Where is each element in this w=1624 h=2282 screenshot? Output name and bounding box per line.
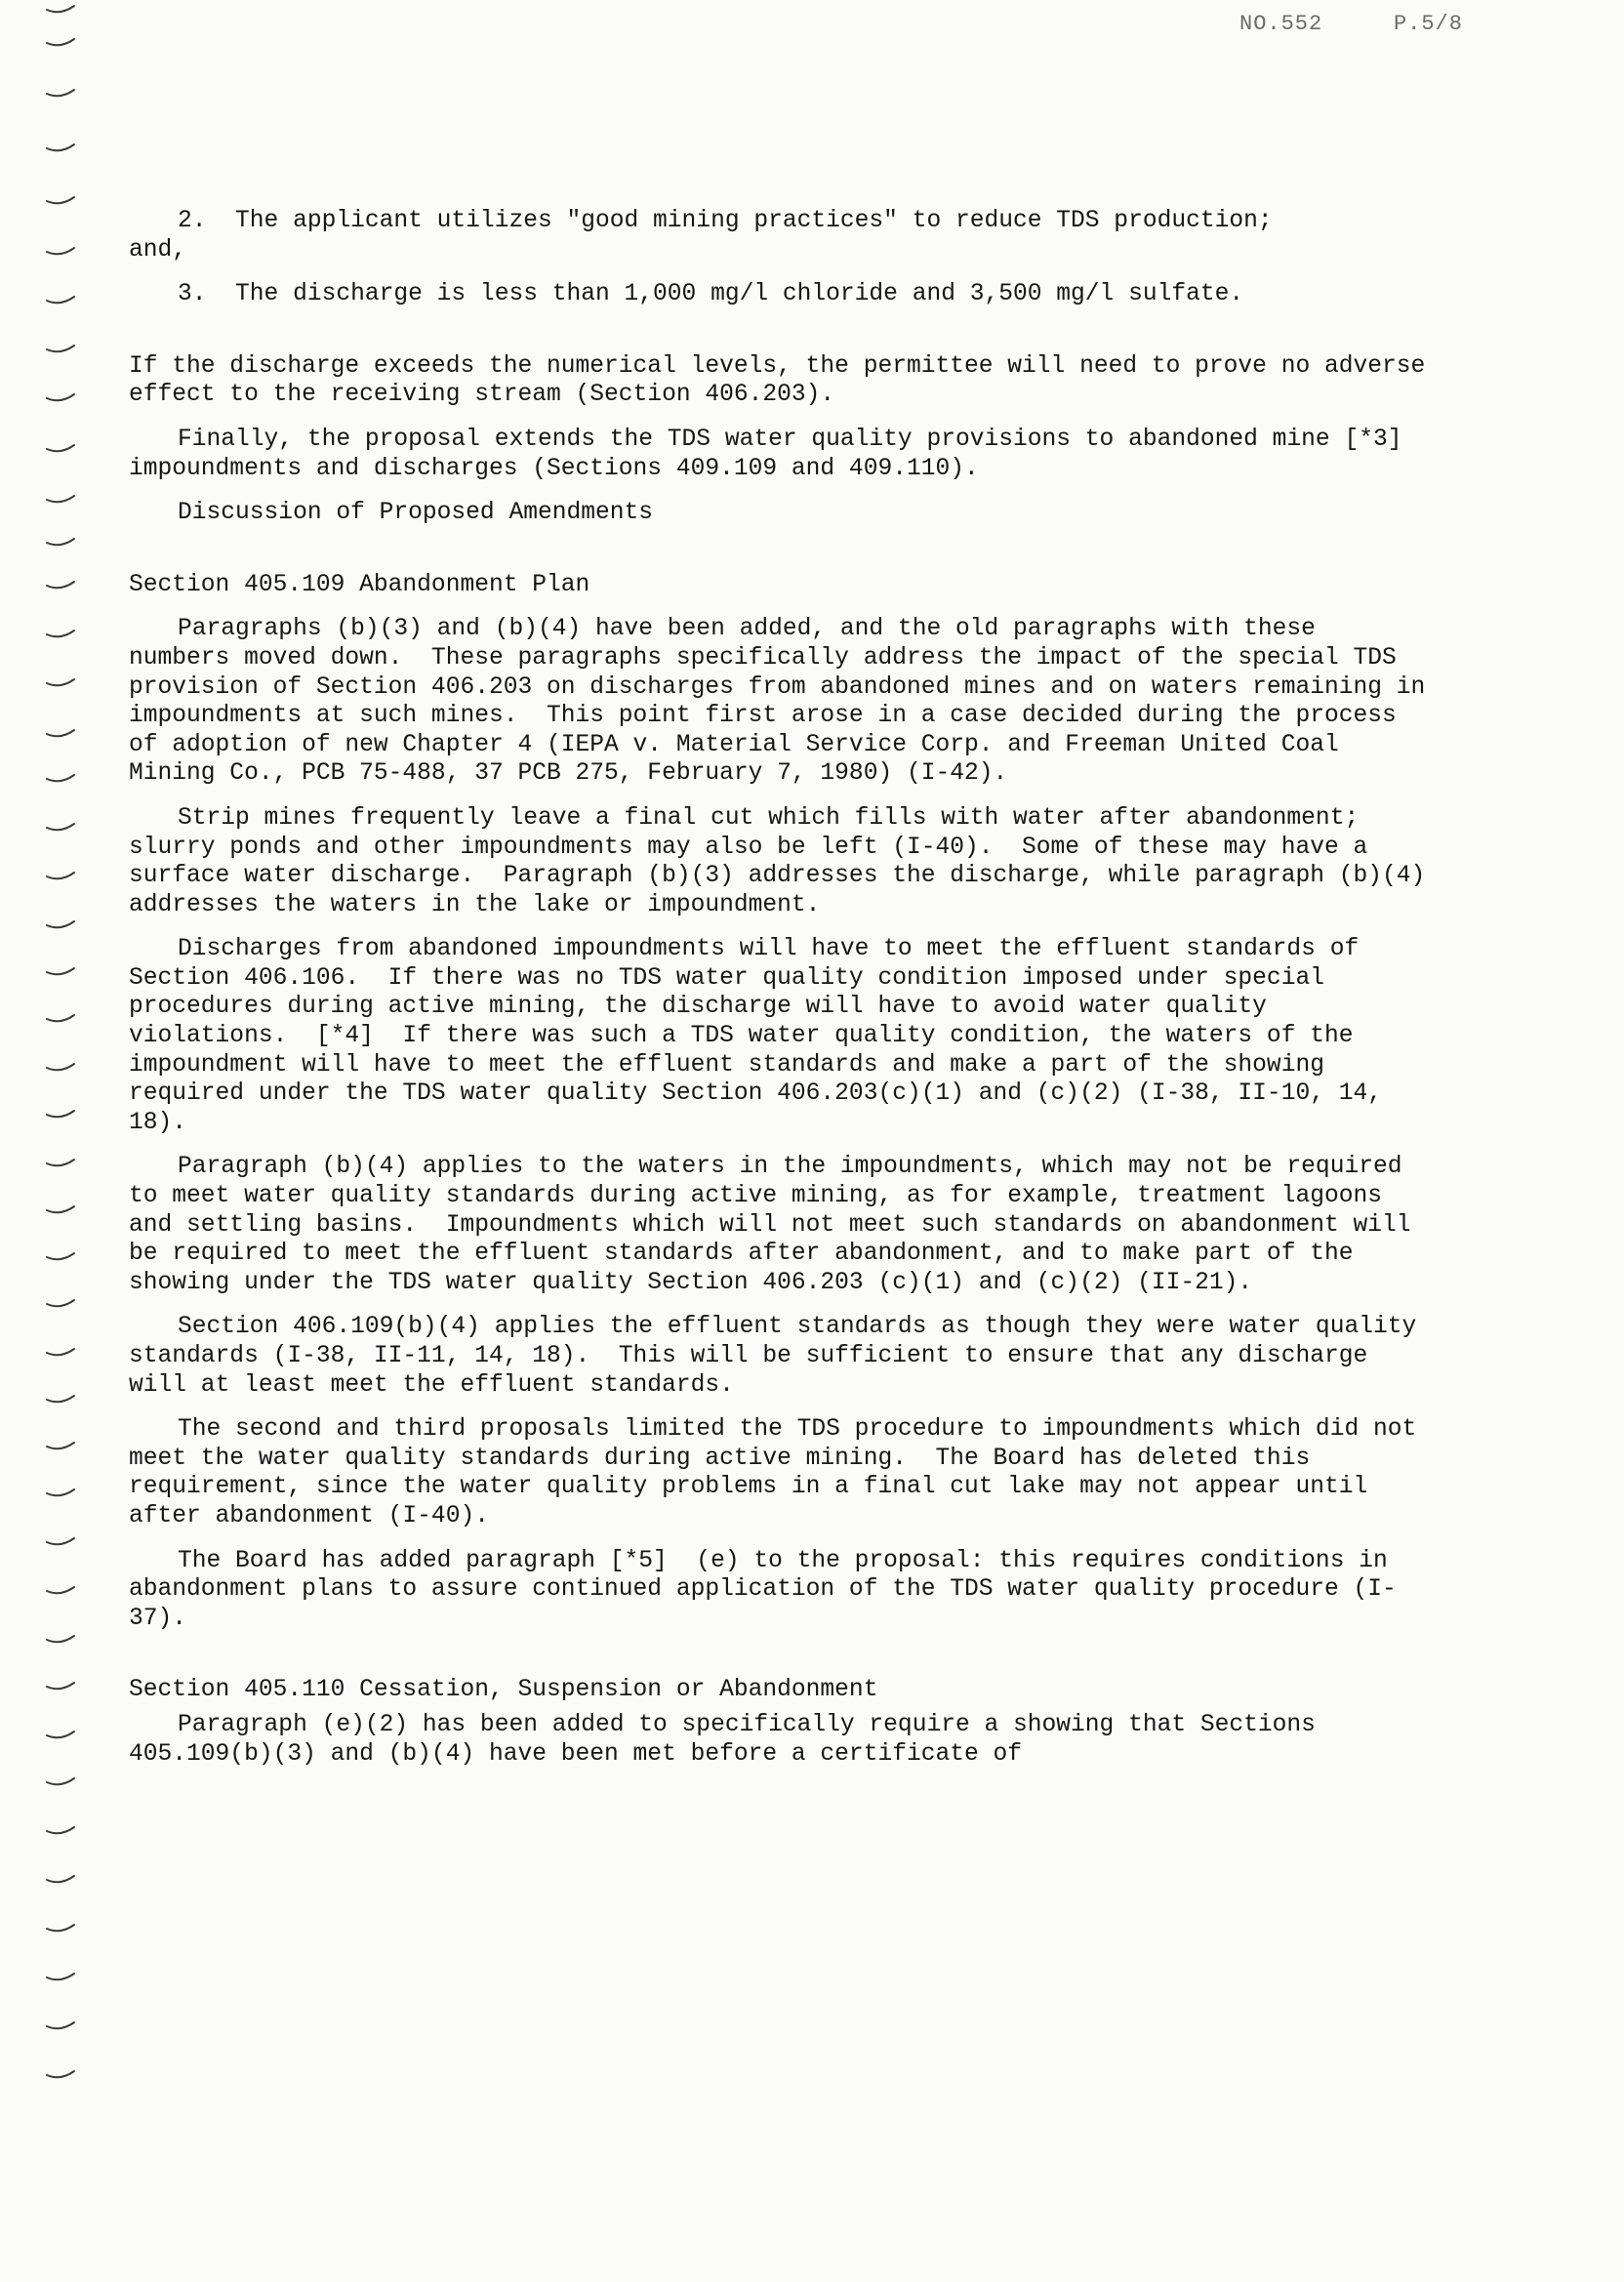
paragraph-exceeds: If the discharge exceeds the numerical levels, the permittee will need to prove no adverse effect to the receiving stream (Section 406.203). — [129, 352, 1441, 409]
paragraph-discharges: Discharges from abandoned impoundments will have to meet the effluent standards of Section 406.106. If there was no TDS water quality condition imposed under special procedures during active mining, the discharge will have to avoid water quality violations. [*4] If there was such a TDS water quality condition, the waters of the impoundment will have to meet the effluent standards and make a part of the showing required under the TDS water quality Section 406.203(c)(1) and (c)(2) (I-38, II-10, 14, 18). — [129, 936, 1397, 1136]
paragraph-406-109: Section 406.109(b)(4) applies the effluent standards as though they were water quality standards (I-38, II-11, 14, 18). This will be sufficient to ensure that any discharge will at least meet the effluent standards. — [129, 1314, 1432, 1399]
paragraph-second-third: The second and third proposals limited the TDS procedure to impoundments which did not meet the water quality standards during active mining. The Board has deleted this requirement, since the water quality problems in a final cut lake may not appear until after abandonment (I-40). — [129, 1416, 1432, 1529]
document-body — [129, 207, 1441, 1769]
fax-number: NO.552 — [1239, 12, 1323, 36]
paragraph-strip-mines: Strip mines frequently leave a final cut which fills with water after abandonment; slurry ponds and other impoundments may also be left (I-40). Some of these may have a surface water discharge. Paragraph (b)(3) addresses the discharge, while paragraph (b)(4) addresses the waters in the lake or impoundment. — [129, 804, 1441, 918]
list-item-2: 2. The applicant utilizes "good mining practices" to reduce TDS production; — [178, 208, 1273, 234]
heading-section-405-110: Section 405.110 Cessation, Suspension or Abandonment — [129, 1677, 878, 1704]
paragraph-board-added: The Board has added paragraph [*5] (e) to the proposal: this requires conditions in abandonment plans to assure continued application of the TDS water quality procedure (I-37). — [129, 1547, 1402, 1632]
list-item-2-continued: and, — [129, 236, 187, 264]
paragraph-b4-applies: Paragraph (b)(4) applies to the waters in the impoundments, which may not be required to meet water quality standards during active mining, as for example, treatment lagoons and settling basins. Impoundments which will not meet such standards on abandonment will be required to meet the effluent standards after abandonment, and to make part of the showing under the TDS water quality Section 406.203 (c)(1) and (c)(2) (II-21). — [129, 1154, 1426, 1296]
paragraph-finally: Finally, the proposal extends the TDS water quality provisions to abandoned mine [*3] impoundments and discharges (Sections 409.109 and 409.110). — [129, 426, 1432, 482]
page-number: P.5/8 — [1394, 12, 1464, 36]
heading-section-405-109: Section 405.109 Abandonment Plan — [129, 571, 590, 598]
paragraph-b3-b4: Paragraphs (b)(3) and (b)(4) have been added, and the old paragraphs with these numbers moved down. These paragraphs specifically address the impact of the special TDS provision of Section 406.203 on discharges from abandoned mines and on waters remaining in impoundments at such mines. This point first arose in a case decided during the process of adoption of new Chapter 4 (IEPA v. Material Service Corp. and Freeman United Coal Mining Co., PCB 75-488, 37 PCB 275, February 7, 1980) (I-42). — [129, 616, 1441, 788]
paragraph-e2: Paragraph (e)(2) has been added to specifically require a showing that Sections 405.109(b)(3) and (b)(4) have been met before a certificate of — [129, 1711, 1330, 1768]
binding-marks-icon — [39, 0, 98, 2282]
list-item-3: 3. The discharge is less than 1,000 mg/l chloride and 3,500 mg/l sulfate. — [178, 281, 1244, 308]
heading-discussion: Discussion of Proposed Amendments — [178, 500, 654, 527]
